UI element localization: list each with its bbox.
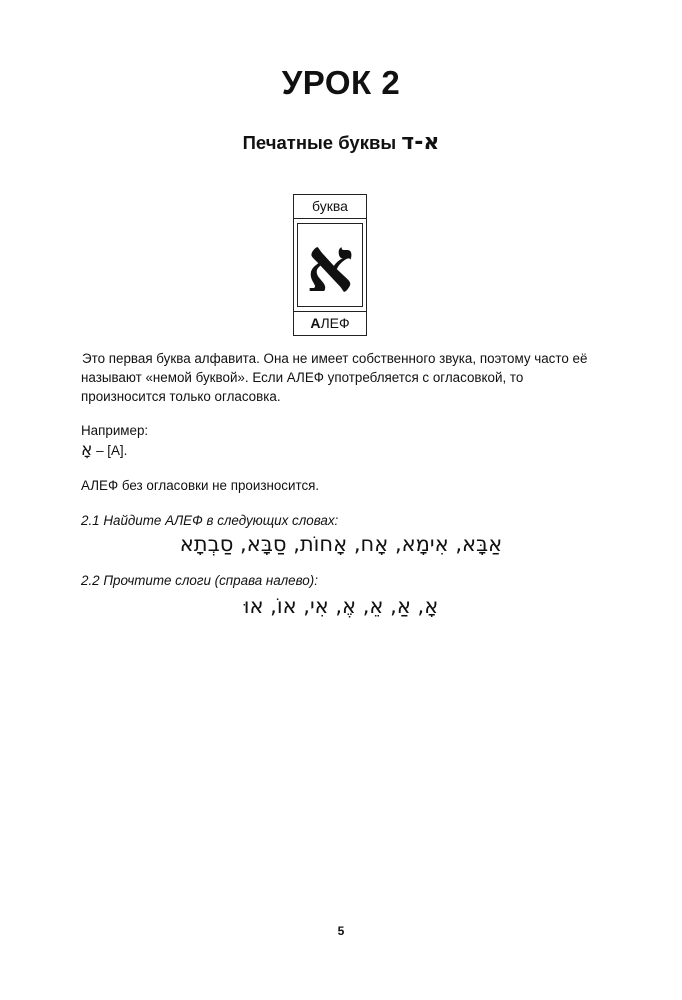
exercise-2-label: 2.2 Прочтите слоги (справа налево): bbox=[81, 573, 318, 588]
example-line bbox=[81, 441, 127, 460]
exercise-2-hebrew-syllables: אָ, אַ, אֵ, אֶ, אִי, אוֹ, אוּ bbox=[243, 594, 439, 618]
aleph-letter-glyph: א bbox=[306, 223, 354, 309]
example-label: Например: bbox=[81, 423, 149, 438]
page-subtitle bbox=[0, 130, 682, 155]
subtitle-hebrew-range: א-ד bbox=[401, 130, 440, 155]
exercise-1-hebrew-words: אַבָּא, אִימָא, אָח, אָחוֹת, סַבָּא, סַבְתָא bbox=[179, 532, 503, 556]
letter-name bbox=[294, 311, 366, 335]
lesson-title: УРОК 2 bbox=[281, 64, 401, 101]
page-number: 5 bbox=[337, 924, 345, 938]
intro-paragraph: Это первая буква алфавита. Она не имеет собственного звука, поэтому часто её называют «немой буквой». Если АЛЕФ употребляется с огласовкой, то произносится только огласовка. bbox=[81, 351, 588, 404]
exercise-1-label: 2.1 Найдите АЛЕФ в следующих словах: bbox=[81, 513, 339, 528]
subtitle-text: Печатные буквы bbox=[242, 132, 397, 153]
letter-name-first-letter: А bbox=[310, 315, 321, 331]
letter-glyph-frame bbox=[297, 223, 363, 307]
letter-card bbox=[293, 194, 367, 336]
no-vowel-note: АЛЕФ без огласовки не произносится. bbox=[81, 478, 320, 493]
example-hebrew: אָ bbox=[81, 440, 93, 460]
letter-card-header: буква bbox=[294, 195, 366, 219]
example-transcription: – [А]. bbox=[96, 443, 128, 458]
letter-name-rest: ЛЕФ bbox=[320, 315, 350, 331]
